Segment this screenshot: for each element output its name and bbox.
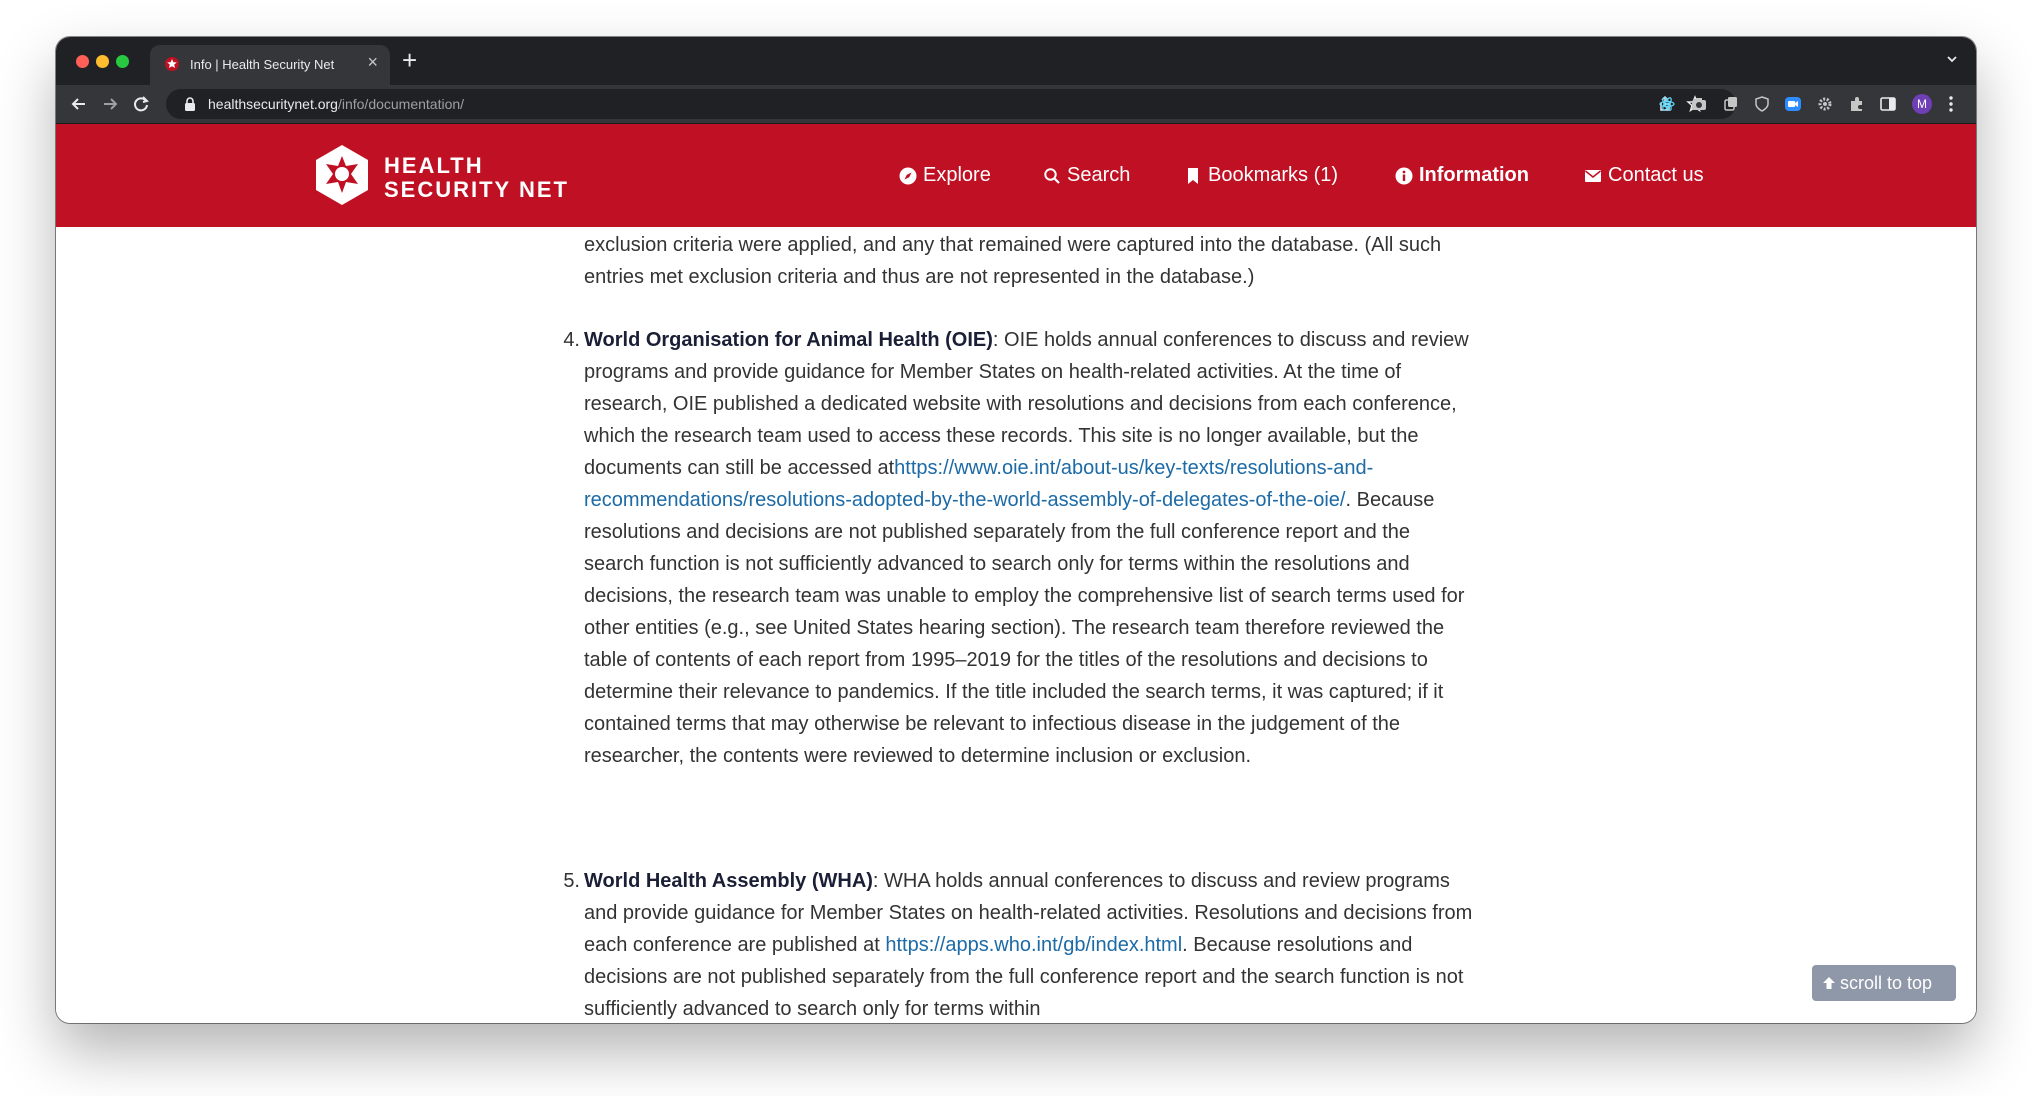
scroll-to-top-label: scroll to top	[1840, 973, 1933, 993]
zoom-extension-icon[interactable]	[1784, 95, 1802, 113]
react-devtools-icon[interactable]	[1658, 95, 1676, 113]
list-item-number: 5.	[563, 870, 580, 892]
browser-window	[56, 37, 1976, 1023]
tab-strip	[56, 37, 1976, 85]
forward-arrow-icon[interactable]	[99, 93, 121, 115]
compass-icon	[899, 167, 917, 185]
logo-text	[384, 154, 569, 202]
bookmark-icon	[1184, 167, 1202, 185]
list-item-number: 4.	[563, 329, 580, 351]
url-host: healthsecuritynet.org	[208, 96, 338, 112]
camera-extension-icon[interactable]	[1690, 95, 1708, 113]
scroll-to-top-button[interactable]	[1812, 965, 1956, 1001]
new-tab-icon[interactable]: +	[402, 45, 418, 75]
intro-paragraph: exclusion criteria were applied, and any that remained were captured into the database. (All such entries met exclusion criteria and thus are not represented in the database.)	[584, 234, 1442, 288]
browser-menu-icon[interactable]	[1948, 94, 1954, 114]
list-item-text: : OIE holds annual conferences to discuss and review programs and provide guidance for Member States on health-related activities. At the time of research, OIE published a dedicated website with resolutions and decisions from each conference, which the research team used to access these records. This site is no longer available, but the documents can still be accessed at	[584, 329, 1469, 479]
tab-close-icon[interactable]: ×	[367, 52, 378, 72]
nav-contact-label: Contact us	[1608, 164, 1704, 186]
list-item-text-continued: . Because resolutions and decisions are not published separately from the full conference report and the search function is not sufficiently advanced to search only for terms within	[584, 934, 1464, 1020]
documentation-content	[56, 227, 1976, 1023]
copy-extension-icon[interactable]	[1722, 95, 1740, 113]
minimize-window-button[interactable]	[96, 55, 109, 68]
list-item	[563, 324, 1474, 772]
site-logo[interactable]	[314, 144, 614, 208]
back-arrow-icon[interactable]	[68, 93, 90, 115]
close-window-button[interactable]	[76, 55, 89, 68]
zoom-window-button[interactable]	[116, 55, 129, 68]
oie-resolutions-link[interactable]: https://www.oie.int/about-us/key-texts/resolutions-and-recommendations/resolutions-adopted-by-the-world-assembly-of-delegates-of-the-oie/	[584, 457, 1374, 511]
side-panel-icon[interactable]	[1879, 95, 1897, 113]
info-circle-icon	[1395, 167, 1413, 185]
nav-search-label: Search	[1067, 164, 1131, 186]
url-path: /info/documentation/	[337, 96, 465, 112]
logo-line-1: HEALTH	[384, 153, 484, 178]
nav-explore-label: Explore	[923, 164, 991, 186]
tab-title: Info | Health Security Net	[190, 57, 335, 72]
profile-avatar[interactable]: M	[1912, 94, 1932, 114]
search-icon	[1043, 167, 1061, 185]
tab-search-chevron-icon[interactable]	[1944, 51, 1960, 67]
browser-toolbar	[56, 85, 1976, 124]
logo-line-2: SECURITY NET	[384, 177, 569, 202]
site-header	[56, 124, 1976, 227]
list-item-title: World Organisation for Animal Health (OIE)	[584, 329, 993, 351]
envelope-icon	[1584, 167, 1602, 185]
extensions-puzzle-icon[interactable]	[1848, 95, 1866, 113]
list-item	[563, 865, 1474, 1023]
shield-extension-icon[interactable]	[1753, 95, 1771, 113]
list-item-text: : WHA holds annual conferences to discuss and review programs and provide guidance for Member States on health-related activities. Resolutions and decisions from each conference are published at	[584, 870, 1473, 956]
site-favicon-icon	[164, 56, 180, 72]
url-text	[208, 96, 464, 112]
nav-information-label: Information	[1419, 164, 1529, 186]
nav-bookmarks-label: Bookmarks (1)	[1208, 164, 1339, 186]
who-gb-link[interactable]: https://apps.who.int/gb/index.html	[885, 934, 1183, 956]
address-bar[interactable]	[166, 89, 1736, 119]
list-item-text-continued: . Because resolutions and decisions are not published separately from the full conference report and the search function is not sufficiently advanced to search only for terms within the resolutions and decisions, the research team was unable to employ the comprehensive list of search terms used for other entities (e.g., see United States hearing section). The research team therefore reviewed the table of contents of each report from 1995–2019 for the titles of the resolutions and decisions to determine their relevance to pandemics. If the title included the search terms, it was captured; if it contained terms that may otherwise be relevant to infectious disease in the judgement of the researcher, the contents were reviewed to determine inclusion or exclusion.	[584, 489, 1465, 767]
settings-gear-extension-icon[interactable]	[1816, 95, 1834, 113]
arrow-up-icon	[1822, 976, 1836, 990]
active-tab[interactable]	[150, 45, 390, 85]
logo-mark-icon	[314, 144, 370, 206]
reload-icon[interactable]	[130, 93, 152, 115]
lock-icon	[184, 97, 196, 111]
list-item-title: World Health Assembly (WHA)	[584, 870, 873, 892]
